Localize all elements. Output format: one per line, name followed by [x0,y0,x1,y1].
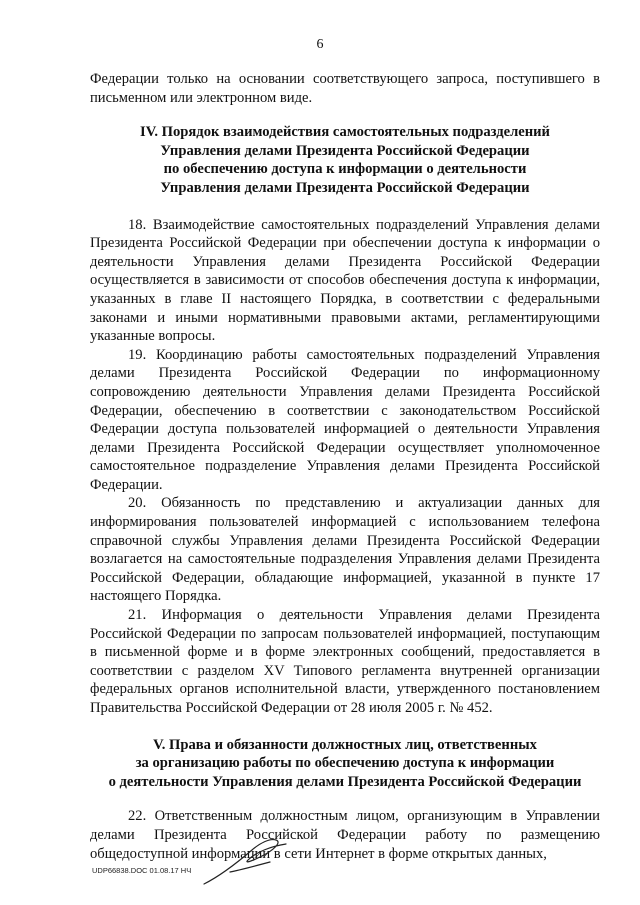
section-5-heading [90,736,600,792]
section-4-heading-line: IV. Порядок взаимодействия самостоятельных подразделений [140,124,550,141]
section-4-heading-line: Управления делами Президента Российской Федерации [160,142,530,159]
document-body [90,70,600,863]
intro-paragraph: Федерации только на основании соответствующего запроса, поступившего в письменном или электронном виде. [90,71,600,106]
paragraph-18: 18. Взаимодействие самостоятельных подразделений Управления делами Президента Российской Федерации при обеспечении доступа к информации о деятельности Управления делами Президента Российской Федерации осуществляется в зависимости от способов обеспечения доступа к информации, указанных в главе II настоящего Порядка, в соответствии с федеральными законами и иными нормативными правовыми актами, регламентирующими указанные вопросы. [90,216,600,345]
paragraph-21: 21. Информация о деятельности Управления делами Президента Российской Федерации по запросам пользователей информацией, поступающим в письменной форме и в форме электронных сообщений, предоставляется в соответствии с разделом XV Типового регламента внутренней организации федеральных органов исполнительной власти, утвержденного постановлением Правительства Российской Федерации от 28 июля 2005 г. № 452. [90,607,600,716]
page-number: 6 [316,37,324,52]
paragraph-19: 19. Координацию работы самостоятельных подразделений Управления делами Президента Российской Федерации по информационному сопровождению деятельности Управления делами Президента Российской Федерации, обеспечению в соответствии с законодательством Российской Федерации доступа пользователей информацией о деятельности Управления делами Президента Российской Федерации осуществляет уполномоченное самостоятельное подразделение Управления делами Президента Российской Федерации. [90,346,600,493]
paragraph-22: 22. Ответственным должностным лицом, организующим в Управлении делами Президента Российской Федерации работу по размещению общедоступной информации в сети Интернет в форме открытых данных, [90,808,600,862]
document-code-footer: UDP66838.DOC 01.08.17 НЧ [92,866,192,875]
signature-scribble [200,832,290,890]
section-5-heading-line: о деятельности Управления делами Президента Российской Федерации [108,773,582,790]
section-4-heading-line: по обеспечению доступа к информации о деятельности [163,161,527,178]
section-4-heading [90,123,600,197]
section-5-heading-line: V. Права и обязанности должностных лиц, ответственных [153,736,537,753]
section-5-heading-line: за организацию работы по обеспечению доступа к информации [135,755,555,772]
paragraph-20: 20. Обязанность по представлению и актуализации данных для информирования пользователей информацией с использованием телефона справочной службы Управления делами Президента Российской Федерации возлагается на самостоятельные подразделения Управления делами Президента Российской Федерации, обладающие информацией, указанной в пункте 17 настоящего Порядка. [90,495,600,605]
section-4-heading-line: Управления делами Президента Российской Федерации [160,179,530,196]
